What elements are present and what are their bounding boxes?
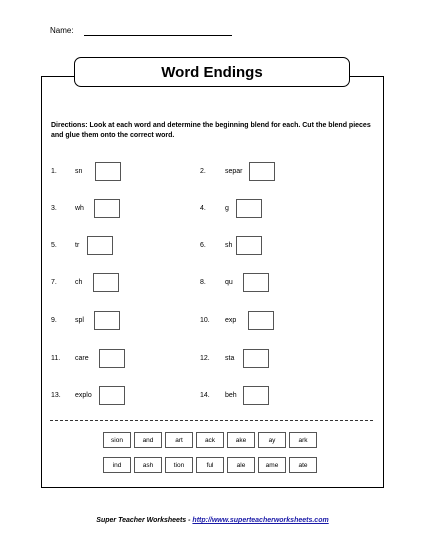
directions-text: Directions: Look at each word and determine the beginning blend for each. Cut the blend pieces and glue them onto the correct word. — [51, 122, 371, 139]
item-number: 14. — [200, 392, 210, 399]
blend-piece[interactable]: ind — [103, 457, 131, 473]
blend-pieces-row-2 — [103, 457, 323, 473]
footer-separator: - — [188, 517, 191, 524]
item-number: 7. — [51, 279, 57, 286]
item-word: sn — [75, 168, 83, 175]
answer-box[interactable] — [94, 199, 120, 218]
item-number: 3. — [51, 205, 57, 212]
answer-box[interactable] — [236, 236, 262, 255]
answer-box[interactable] — [243, 386, 269, 405]
answer-box[interactable] — [99, 386, 125, 405]
item-word: qu — [225, 279, 233, 286]
item-word: ch — [75, 279, 83, 286]
blend-piece[interactable]: ake — [227, 432, 255, 448]
item-word: sta — [225, 355, 235, 362]
answer-box[interactable] — [236, 199, 262, 218]
item-number: 4. — [200, 205, 206, 212]
item-number: 13. — [51, 392, 61, 399]
blend-piece[interactable]: sion — [103, 432, 131, 448]
item-number: 9. — [51, 317, 57, 324]
item-word: wh — [75, 205, 84, 212]
item-word: sh — [225, 242, 233, 249]
item-word: exp — [225, 317, 237, 324]
item-number: 1. — [51, 168, 57, 175]
answer-box[interactable] — [95, 162, 121, 181]
answer-box[interactable] — [249, 162, 275, 181]
item-number: 10. — [200, 317, 210, 324]
item-number: 5. — [51, 242, 57, 249]
blend-piece[interactable]: ark — [289, 432, 317, 448]
item-word: beh — [225, 392, 237, 399]
footer-brand: Super Teacher Worksheets — [96, 517, 187, 524]
answer-box[interactable] — [93, 273, 119, 292]
blend-piece[interactable]: tion — [165, 457, 193, 473]
blend-piece[interactable]: art — [165, 432, 193, 448]
footer-link[interactable]: http://www.superteacherworksheets.com — [192, 517, 329, 524]
item-word: explo — [75, 392, 92, 399]
blend-piece[interactable]: ack — [196, 432, 224, 448]
blend-piece[interactable]: ash — [134, 457, 162, 473]
blend-piece[interactable]: ful — [196, 457, 224, 473]
item-number: 12. — [200, 355, 210, 362]
name-label: Name: — [50, 26, 74, 35]
answer-box[interactable] — [99, 349, 125, 368]
cut-line — [50, 420, 373, 421]
answer-box[interactable] — [94, 311, 120, 330]
blend-piece[interactable]: and — [134, 432, 162, 448]
answer-box[interactable] — [248, 311, 274, 330]
item-number: 11. — [51, 355, 61, 362]
answer-box[interactable] — [243, 349, 269, 368]
answer-box[interactable] — [87, 236, 113, 255]
item-number: 6. — [200, 242, 206, 249]
item-word: tr — [75, 242, 80, 249]
item-word: g — [225, 205, 229, 212]
worksheet-title: Word Endings — [74, 57, 350, 87]
blend-pieces-row-1 — [103, 432, 323, 448]
name-line — [84, 35, 232, 36]
item-word: separ — [225, 168, 243, 175]
blend-piece[interactable]: ame — [258, 457, 286, 473]
item-word: spl — [75, 317, 84, 324]
item-number: 2. — [200, 168, 206, 175]
blend-piece[interactable]: ay — [258, 432, 286, 448]
blend-piece[interactable]: ate — [289, 457, 317, 473]
item-word: care — [75, 355, 89, 362]
answer-box[interactable] — [243, 273, 269, 292]
footer — [0, 517, 425, 524]
item-number: 8. — [200, 279, 206, 286]
blend-piece[interactable]: ale — [227, 457, 255, 473]
